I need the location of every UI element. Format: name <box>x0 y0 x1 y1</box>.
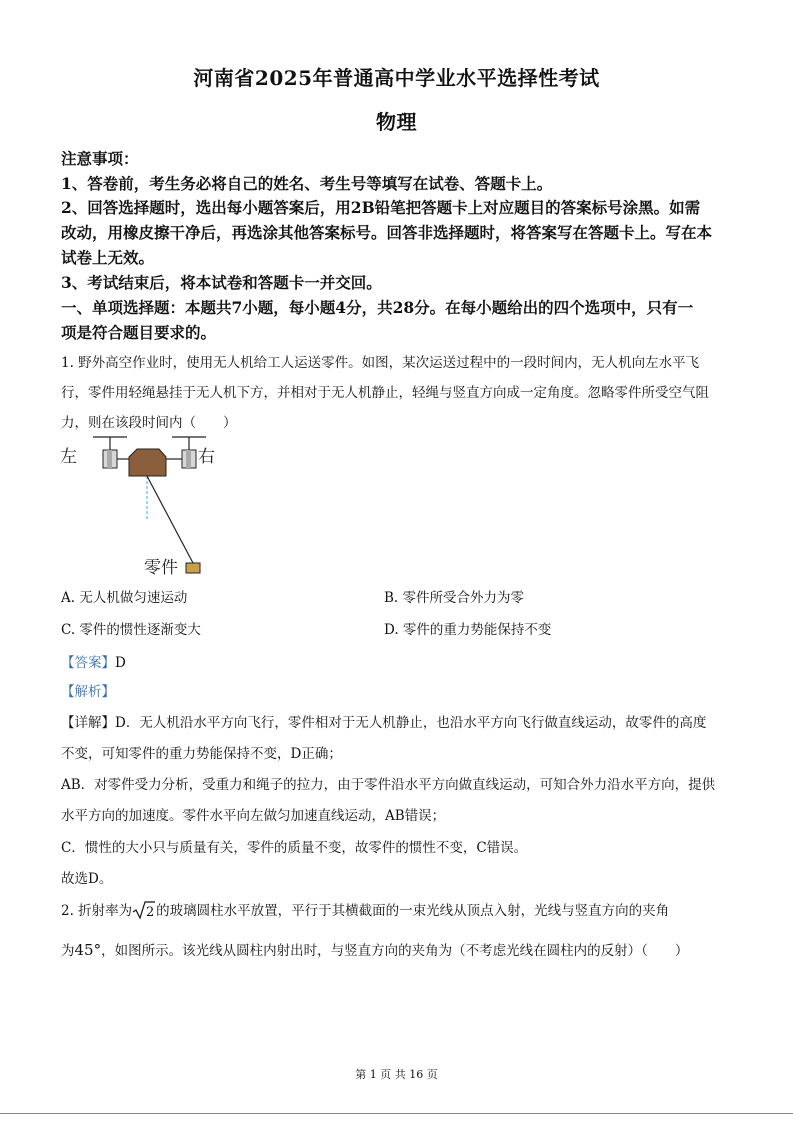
sqrt-icon <box>132 900 156 920</box>
q2-stem-line2 <box>61 939 688 959</box>
exam-title: 河南省2025年普通高中学业水平选择性考试 <box>193 66 600 90</box>
q1-stem-line1: 1. 野外高空作业时，使用无人机给工人运送零件。如图，某次运送过程中的一段时间内，无人机向左水平飞 <box>61 355 700 371</box>
notice-item-2-line1: 2、回答选择题时，选出每小题答案后，用2B铅笔把答题卡上对应题目的答案标号涂黑。如需 <box>61 198 701 217</box>
page-footer: 第 1 页 共 16 页 <box>355 1068 438 1081</box>
notice-item-2-line3: 试卷上无效。 <box>61 248 155 267</box>
drone-icon <box>93 437 206 476</box>
q1-option-a: A. 无人机做匀速运动 <box>61 590 188 606</box>
q1-detail-line2: 不变，可知零件的重力势能保持不变，D正确； <box>61 746 342 762</box>
answer-tag: 【答案】 <box>61 655 115 671</box>
q1-option-d: D. 零件的重力势能保持不变 <box>384 622 552 638</box>
figure-right-label: 右 <box>198 447 215 467</box>
q2-stem-line2-pre: 为 <box>61 943 75 959</box>
q2-stem-line2-post: ，如图所示。该光线从圆柱内射出时，与竖直方向的夹角为（不考虑光线在圆柱内的反射）（ ） <box>101 943 689 959</box>
notice-heading: 注意事项： <box>61 149 139 168</box>
bottom-divider <box>0 1113 793 1114</box>
q1-detail-line4: 水平方向的加速度。零件水平向左做匀加速直线运动，AB错误； <box>61 808 446 824</box>
q2-stem-line1 <box>61 899 669 920</box>
notice-item-1: 1、答卷前，考生务必将自己的姓名、考生号等填写在试卷、答题卡上。 <box>61 174 553 193</box>
q1-detail-line3: AB．对零件受力分析，受重力和绳子的拉力，由于零件沿水平方向做直线运动，可知合外力沿水平方向，提供 <box>61 777 716 793</box>
q2-stem-line1-post: 的玻璃圆柱水平放置，平行于其横截面的一束光线从顶点入射，光线与竖直方向的夹角 <box>156 903 670 919</box>
q2-stem-line1-pre: 2. 折射率为 <box>61 903 133 919</box>
section-heading-line2: 项是符合题目要求的。 <box>61 323 217 342</box>
drone-figure <box>55 430 215 580</box>
q1-option-b: B. 零件所受合外力为零 <box>384 590 525 606</box>
q1-detail-line1: 【详解】D．无人机沿水平方向飞行，零件相对于无人机静止，也沿水平方向飞行做直线运动，故零件的高度 <box>61 715 707 731</box>
answer-value: D <box>115 655 126 671</box>
notice-item-2-line2: 改动，用橡皮擦干净后，再选涂其他答案标号。回答非选择题时，将答案写在答题卡上。写在本 <box>61 223 713 242</box>
part-block <box>186 563 200 573</box>
sqrt-expression <box>132 900 156 920</box>
q1-option-c: C. 零件的惯性逐渐变大 <box>61 622 201 638</box>
figure-left-label: 左 <box>60 447 77 467</box>
q1-answer <box>61 651 126 671</box>
q1-detail-line5: C．惯性的大小只与质量有关，零件的质量不变，故零件的惯性不变，C错误。 <box>61 840 528 856</box>
sqrt-radicand: 2 <box>146 905 155 920</box>
q1-detail-line6: 故选D。 <box>61 871 113 887</box>
subject-title: 物理 <box>376 110 417 134</box>
q1-stem-line2: 行，零件用轻绳悬挂于无人机下方，并相对于无人机静止，轻绳与竖直方向成一定角度。忽略零件所受空气阻 <box>61 385 709 401</box>
rope-line <box>147 476 193 563</box>
analysis-tag: 【解析】 <box>61 684 115 700</box>
q1-stem-line3: 力，则在该段时间内（ ） <box>61 415 237 431</box>
figure-part-label: 零件 <box>144 558 178 578</box>
q2-angle: 45° <box>74 941 102 959</box>
section-heading-line1: 一、单项选择题：本题共7小题，每小题4分，共28分。在每小题给出的四个选项中，只有一 <box>61 298 694 317</box>
notice-item-3: 3、考试结束后，将本试卷和答题卡一并交回。 <box>61 273 382 292</box>
